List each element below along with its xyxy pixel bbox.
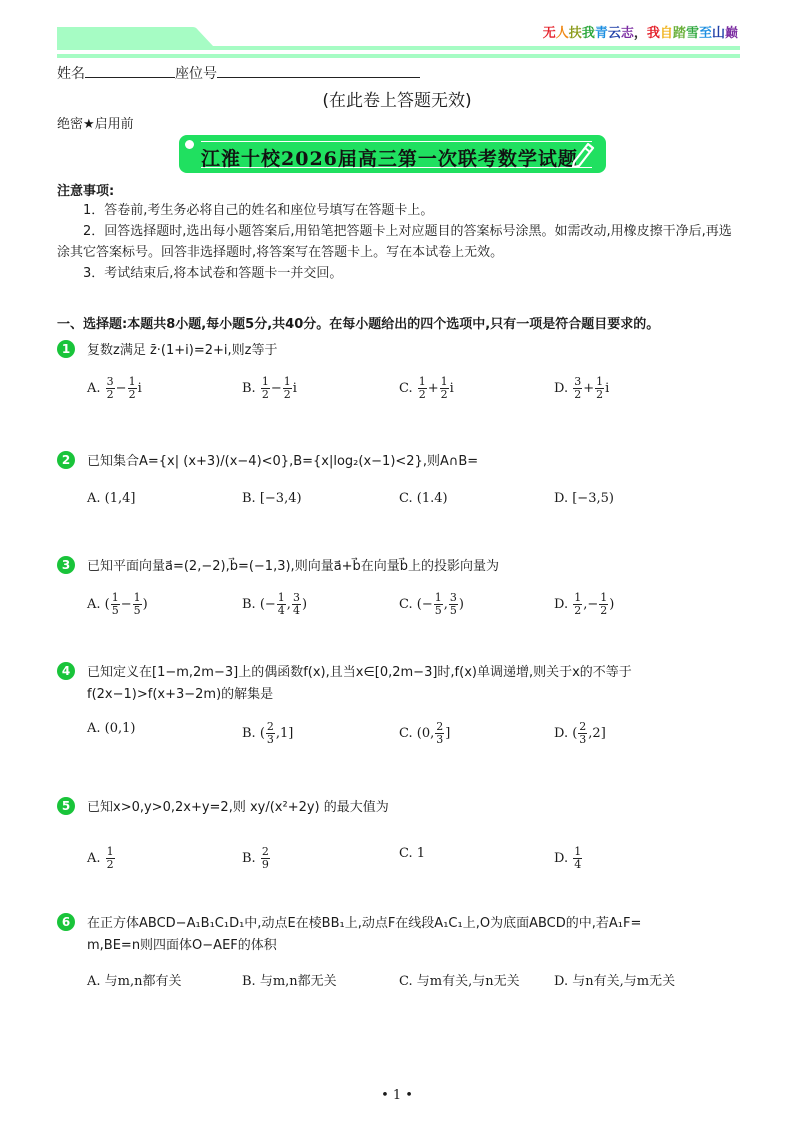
option-d[interactable]: D. ( $\frac{2}{3}$ ,2] <box>554 720 606 746</box>
motto-char: 人 <box>555 26 569 41</box>
student-info-row <box>57 63 420 83</box>
page-number: • 1 • <box>381 1088 413 1103</box>
option-d[interactable]: D. [−3,5) <box>554 491 614 506</box>
option-c[interactable]: C. (1.4) <box>399 491 448 506</box>
option-c[interactable]: C. 1 <box>399 846 426 861</box>
question-number-badge: 1 <box>57 340 75 358</box>
motto-char: 踏 <box>672 26 686 41</box>
option-a[interactable]: A. 与m,n都有关 <box>87 974 182 989</box>
notice-list <box>57 200 737 284</box>
motto-char: 自 <box>659 26 673 41</box>
name-label: 姓名 <box>57 66 85 82</box>
option-d[interactable]: D. $\frac{3}{2}$ + $\frac{1}{2}$ i <box>554 375 610 401</box>
name-field[interactable] <box>85 63 175 78</box>
notice-item: 1．答卷前,考生务必将自己的姓名和座位号填写在答题卡上。 <box>83 203 434 218</box>
question-stem: 已知x>0,y>0,2x+y=2,则 xy/(x²+2y) 的最大值为 <box>87 800 389 815</box>
option-c[interactable]: C. (− $\frac{1}{5}$ , $\frac{3}{5}$ ) <box>399 591 464 617</box>
seat-label: 座位号 <box>175 66 217 82</box>
question-stem: 已知定义在[1−m,2m−3]上的偶函数f(x),且当x∈[0,2m−3]时,f(x)单调递增,则关于x的不等于 f(2x−1)>f(x+3−2m)的解集是 <box>87 665 632 702</box>
notice-title: 注意事项: <box>57 184 115 199</box>
banner-line-top <box>201 141 592 142</box>
question-stem: 在正方体ABCD−A₁B₁C₁D₁中,动点E在棱BB₁上,动点F在线段A₁C₁上,O为底面ABCD的中,若A₁F= m,BE=n则四面体O−AEF的体积 <box>87 916 642 953</box>
option-b[interactable]: B. (− $\frac{1}{4}$ , $\frac{3}{4}$ ) <box>242 591 308 617</box>
option-c[interactable]: C. $\frac{1}{2}$ + $\frac{1}{2}$ i <box>399 375 454 401</box>
motto-slogan <box>543 22 738 41</box>
question-stem: 复数z满足 z̄·(1+i)=2+i,则z等于 <box>87 343 278 358</box>
option-a[interactable]: A. (1,4] <box>87 491 136 506</box>
option-b[interactable]: B. [−3,4) <box>242 491 302 506</box>
motto-char: 云 <box>607 26 621 41</box>
option-c[interactable]: C. 与m有关,与n无关 <box>399 974 520 989</box>
motto-char: 山 <box>711 26 725 41</box>
option-a[interactable]: A. (0,1) <box>87 721 136 736</box>
option-b[interactable]: B. $\frac{1}{2}$ − $\frac{1}{2}$ i <box>242 375 297 401</box>
exam-title: 江淮十校2026届高三第一次联考数学试题 <box>201 148 578 170</box>
pencil-icon <box>570 140 596 168</box>
option-a[interactable]: A. $\frac{1}{2}$ <box>87 845 114 871</box>
option-b[interactable]: B. 与m,n都无关 <box>242 974 337 989</box>
motto-char: 我 <box>581 26 595 41</box>
invalid-note: (在此卷上答题无效) <box>322 91 472 111</box>
question-number-badge: 4 <box>57 662 75 680</box>
seat-field[interactable] <box>217 63 420 78</box>
motto-char: 巅 <box>724 26 738 41</box>
motto-char: 青 <box>594 26 608 41</box>
question-stem: 已知平面向量a⃗=(2,−2),b⃗=(−1,3),则向量a⃗+b⃗在向量b⃗上的投影向量为 <box>87 559 500 574</box>
option-d[interactable]: D. 与n有关,与m无关 <box>554 974 676 989</box>
notice-item: 3．考试结束后,将本试卷和答题卡一并交回。 <box>83 266 343 281</box>
option-c[interactable]: C. (0, $\frac{2}{3}$ ] <box>399 720 451 746</box>
question-stem: 已知集合A={x| (x+3)/(x−4)<0},B={x|log₂(x−1)<2},则A∩B= <box>87 454 479 469</box>
option-d[interactable]: D. $\frac{1}{2}$ ,− $\frac{1}{2}$ ) <box>554 591 615 617</box>
motto-char: 雪 <box>685 26 699 41</box>
question-number-badge: 5 <box>57 797 75 815</box>
question-number-badge: 3 <box>57 556 75 574</box>
motto-char: 我 <box>646 26 660 41</box>
notice-item: 2．回答选择题时,选出每小题答案后,用铅笔把答题卡上对应题目的答案标号涂黑。如需改动,用橡皮擦干净后,再选涂其它答案标号。回答非选择题时,将答案写在答题卡上。写在本试卷上无效。 <box>57 224 732 260</box>
banner-dot <box>185 140 194 149</box>
motto-char: 扶 <box>568 26 582 41</box>
option-a[interactable]: A. $\frac{3}{2}$ − $\frac{1}{2}$ i <box>87 375 142 401</box>
secret-label: 绝密★启用前 <box>57 117 134 132</box>
question-number-badge: 6 <box>57 913 75 931</box>
option-b[interactable]: B. ( $\frac{2}{3}$ ,1] <box>242 720 294 746</box>
option-a[interactable]: A. ( $\frac{1}{5}$ − $\frac{1}{5}$ ) <box>87 591 148 617</box>
option-d[interactable]: D. $\frac{1}{4}$ <box>554 845 582 871</box>
motto-char: ， <box>633 26 647 41</box>
motto-char: 无 <box>542 26 556 41</box>
question-number-badge: 2 <box>57 451 75 469</box>
motto-char: 至 <box>698 26 712 41</box>
motto-char: 志 <box>620 26 634 41</box>
section-title: 一、选择题:本题共8小题,每小题5分,共40分。在每小题给出的四个选项中,只有一项是符合题目要求的。 <box>57 317 660 332</box>
option-b[interactable]: B. $\frac{2}{9}$ <box>242 845 269 871</box>
exam-title-banner <box>179 135 606 173</box>
